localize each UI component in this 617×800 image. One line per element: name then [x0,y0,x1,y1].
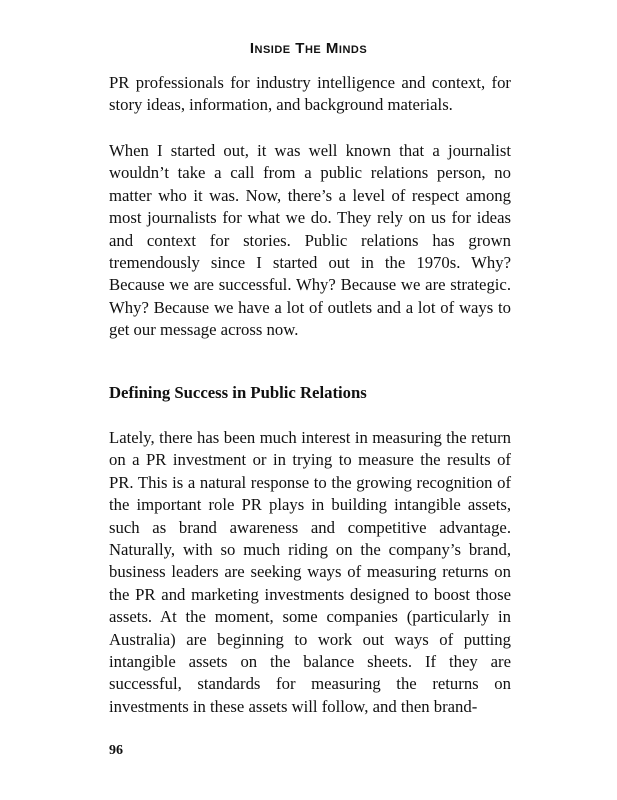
body-paragraph-1: PR professionals for industry intelligence and context, for story ideas, information, and background materials. [109,73,511,115]
page-number: 96 [109,743,123,758]
section-heading: Defining Success in Public Relations [109,383,367,402]
body-paragraph-2: When I started out, it was well known that a journalist wouldn’t take a call from a public relations person, no matter who it was. Now, there’s a level of respect among most journalists for what we do. They rely on us for ideas and context for stories. Public relations has grown tremendously since I started out in the 1970s. Why? Because we are successful. Why? Because we are strategic. Why? Because we have a lot of outlets and a lot of ways to get our message across now. [109,141,511,340]
body-paragraph-3: Lately, there has been much interest in measuring the return on a PR investment or in trying to measure the results of PR. This is a natural response to the growing recognition of the important role PR plays in building intangible assets, such as brand awareness and competitive advantage. Naturally, with so much riding on the company’s brand, business leaders are seeking ways of measuring returns on the PR and marketing investments designed to boost those assets. At the moment, some companies (particularly in Australia) are beginning to work out ways of putting intangible assets on the balance sheets. If they are successful, standards for measuring the returns on investments in these assets will follow, and then brand- [109,428,511,716]
running-header-title: Inside The Minds [249,40,368,57]
